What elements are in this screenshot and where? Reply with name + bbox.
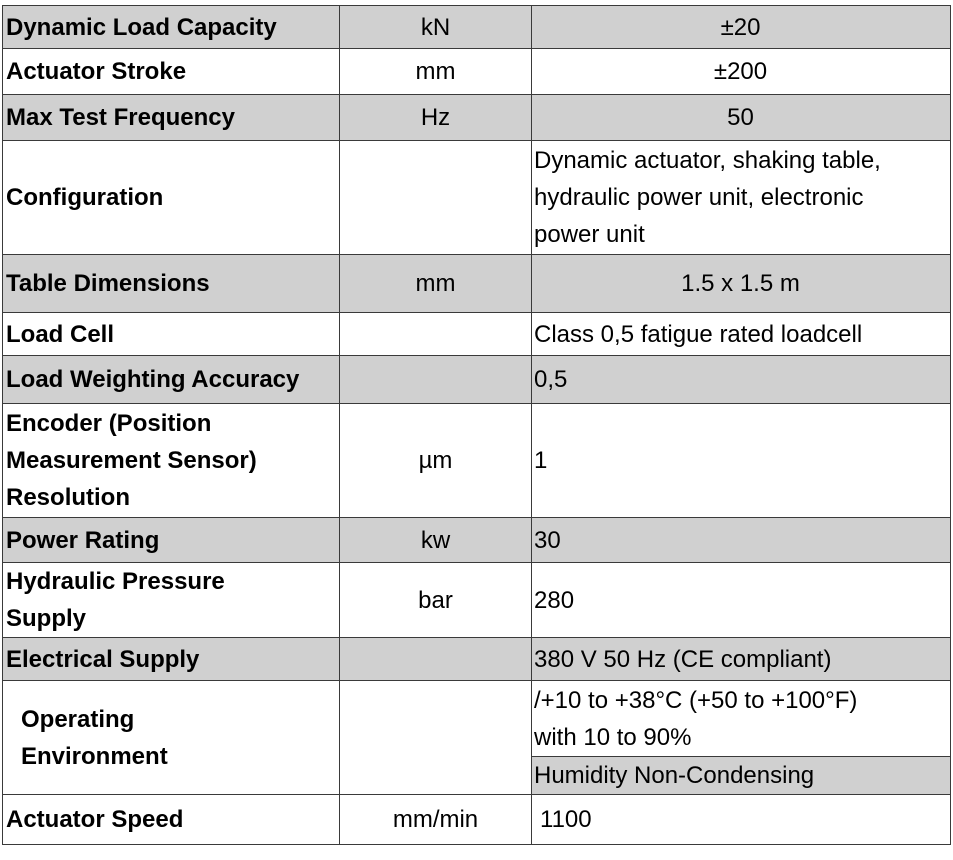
table-row bbox=[3, 6, 951, 49]
parameter-cell: Load Weighting Accuracy bbox=[3, 356, 340, 404]
unit-cell bbox=[340, 141, 532, 255]
value-cell: 30 bbox=[532, 518, 951, 563]
unit-cell bbox=[340, 681, 532, 795]
value-cell bbox=[532, 141, 951, 255]
parameter-line: Environment bbox=[21, 742, 168, 770]
parameter-line: Operating bbox=[21, 705, 135, 733]
value-line: power unit bbox=[534, 221, 645, 248]
value-cell: 1 bbox=[532, 404, 951, 518]
value-cell: 280 bbox=[532, 563, 951, 638]
table-row bbox=[3, 49, 951, 95]
unit-cell bbox=[340, 356, 532, 404]
value-cell: Humidity Non-Condensing bbox=[532, 757, 951, 795]
value-line: /+10 to +38°C (+50 to +100°F) bbox=[534, 686, 858, 714]
parameter-cell bbox=[3, 681, 340, 795]
parameter-line: Resolution bbox=[6, 484, 130, 511]
unit-cell: mm/min bbox=[340, 795, 532, 845]
specifications-table bbox=[2, 5, 951, 845]
table-row bbox=[3, 518, 951, 563]
parameter-cell bbox=[3, 404, 340, 518]
parameter-cell: Power Rating bbox=[3, 518, 340, 563]
value-cell: 0,5 bbox=[532, 356, 951, 404]
parameter-cell bbox=[3, 563, 340, 638]
unit-cell: kN bbox=[340, 6, 532, 49]
unit-cell: mm bbox=[340, 49, 532, 95]
table-row bbox=[3, 638, 951, 681]
parameter-line: Supply bbox=[6, 605, 87, 632]
value-cell: 1.5 x 1.5 m bbox=[532, 255, 951, 313]
value-cell: 50 bbox=[532, 95, 951, 141]
table-row bbox=[3, 563, 951, 638]
table-row bbox=[3, 795, 951, 845]
value-line: with 10 to 90% bbox=[534, 723, 692, 751]
parameter-cell: Configuration bbox=[3, 141, 340, 255]
parameter-cell: Load Cell bbox=[3, 313, 340, 356]
parameter-cell: Table Dimensions bbox=[3, 255, 340, 313]
parameter-line: Encoder (Position bbox=[6, 410, 212, 437]
table-row bbox=[3, 141, 951, 255]
table-row bbox=[3, 681, 951, 757]
unit-cell: mm bbox=[340, 255, 532, 313]
table-row bbox=[3, 356, 951, 404]
parameter-cell: Dynamic Load Capacity bbox=[3, 6, 340, 49]
unit-cell bbox=[340, 313, 532, 356]
parameter-line: Hydraulic Pressure bbox=[6, 568, 225, 595]
parameter-cell: Electrical Supply bbox=[3, 638, 340, 681]
value-cell: ±200 bbox=[532, 49, 951, 95]
table-row bbox=[3, 404, 951, 518]
table-row bbox=[3, 255, 951, 313]
parameter-line: Measurement Sensor) bbox=[6, 447, 257, 474]
table-row bbox=[3, 313, 951, 356]
value-cell bbox=[532, 681, 951, 757]
value-cell: 380 V 50 Hz (CE compliant) bbox=[532, 638, 951, 681]
parameter-cell: Max Test Frequency bbox=[3, 95, 340, 141]
unit-cell: bar bbox=[340, 563, 532, 638]
unit-cell: µm bbox=[340, 404, 532, 518]
value-line: hydraulic power unit, electronic bbox=[534, 184, 864, 211]
unit-cell: kw bbox=[340, 518, 532, 563]
value-cell: 1100 bbox=[532, 795, 951, 845]
value-cell: ±20 bbox=[532, 6, 951, 49]
value-line: Dynamic actuator, shaking table, bbox=[534, 147, 881, 174]
parameter-cell: Actuator Stroke bbox=[3, 49, 340, 95]
parameter-cell: Actuator Speed bbox=[3, 795, 340, 845]
unit-cell: Hz bbox=[340, 95, 532, 141]
value-cell: Class 0,5 fatigue rated loadcell bbox=[532, 313, 951, 356]
unit-cell bbox=[340, 638, 532, 681]
table-row bbox=[3, 95, 951, 141]
